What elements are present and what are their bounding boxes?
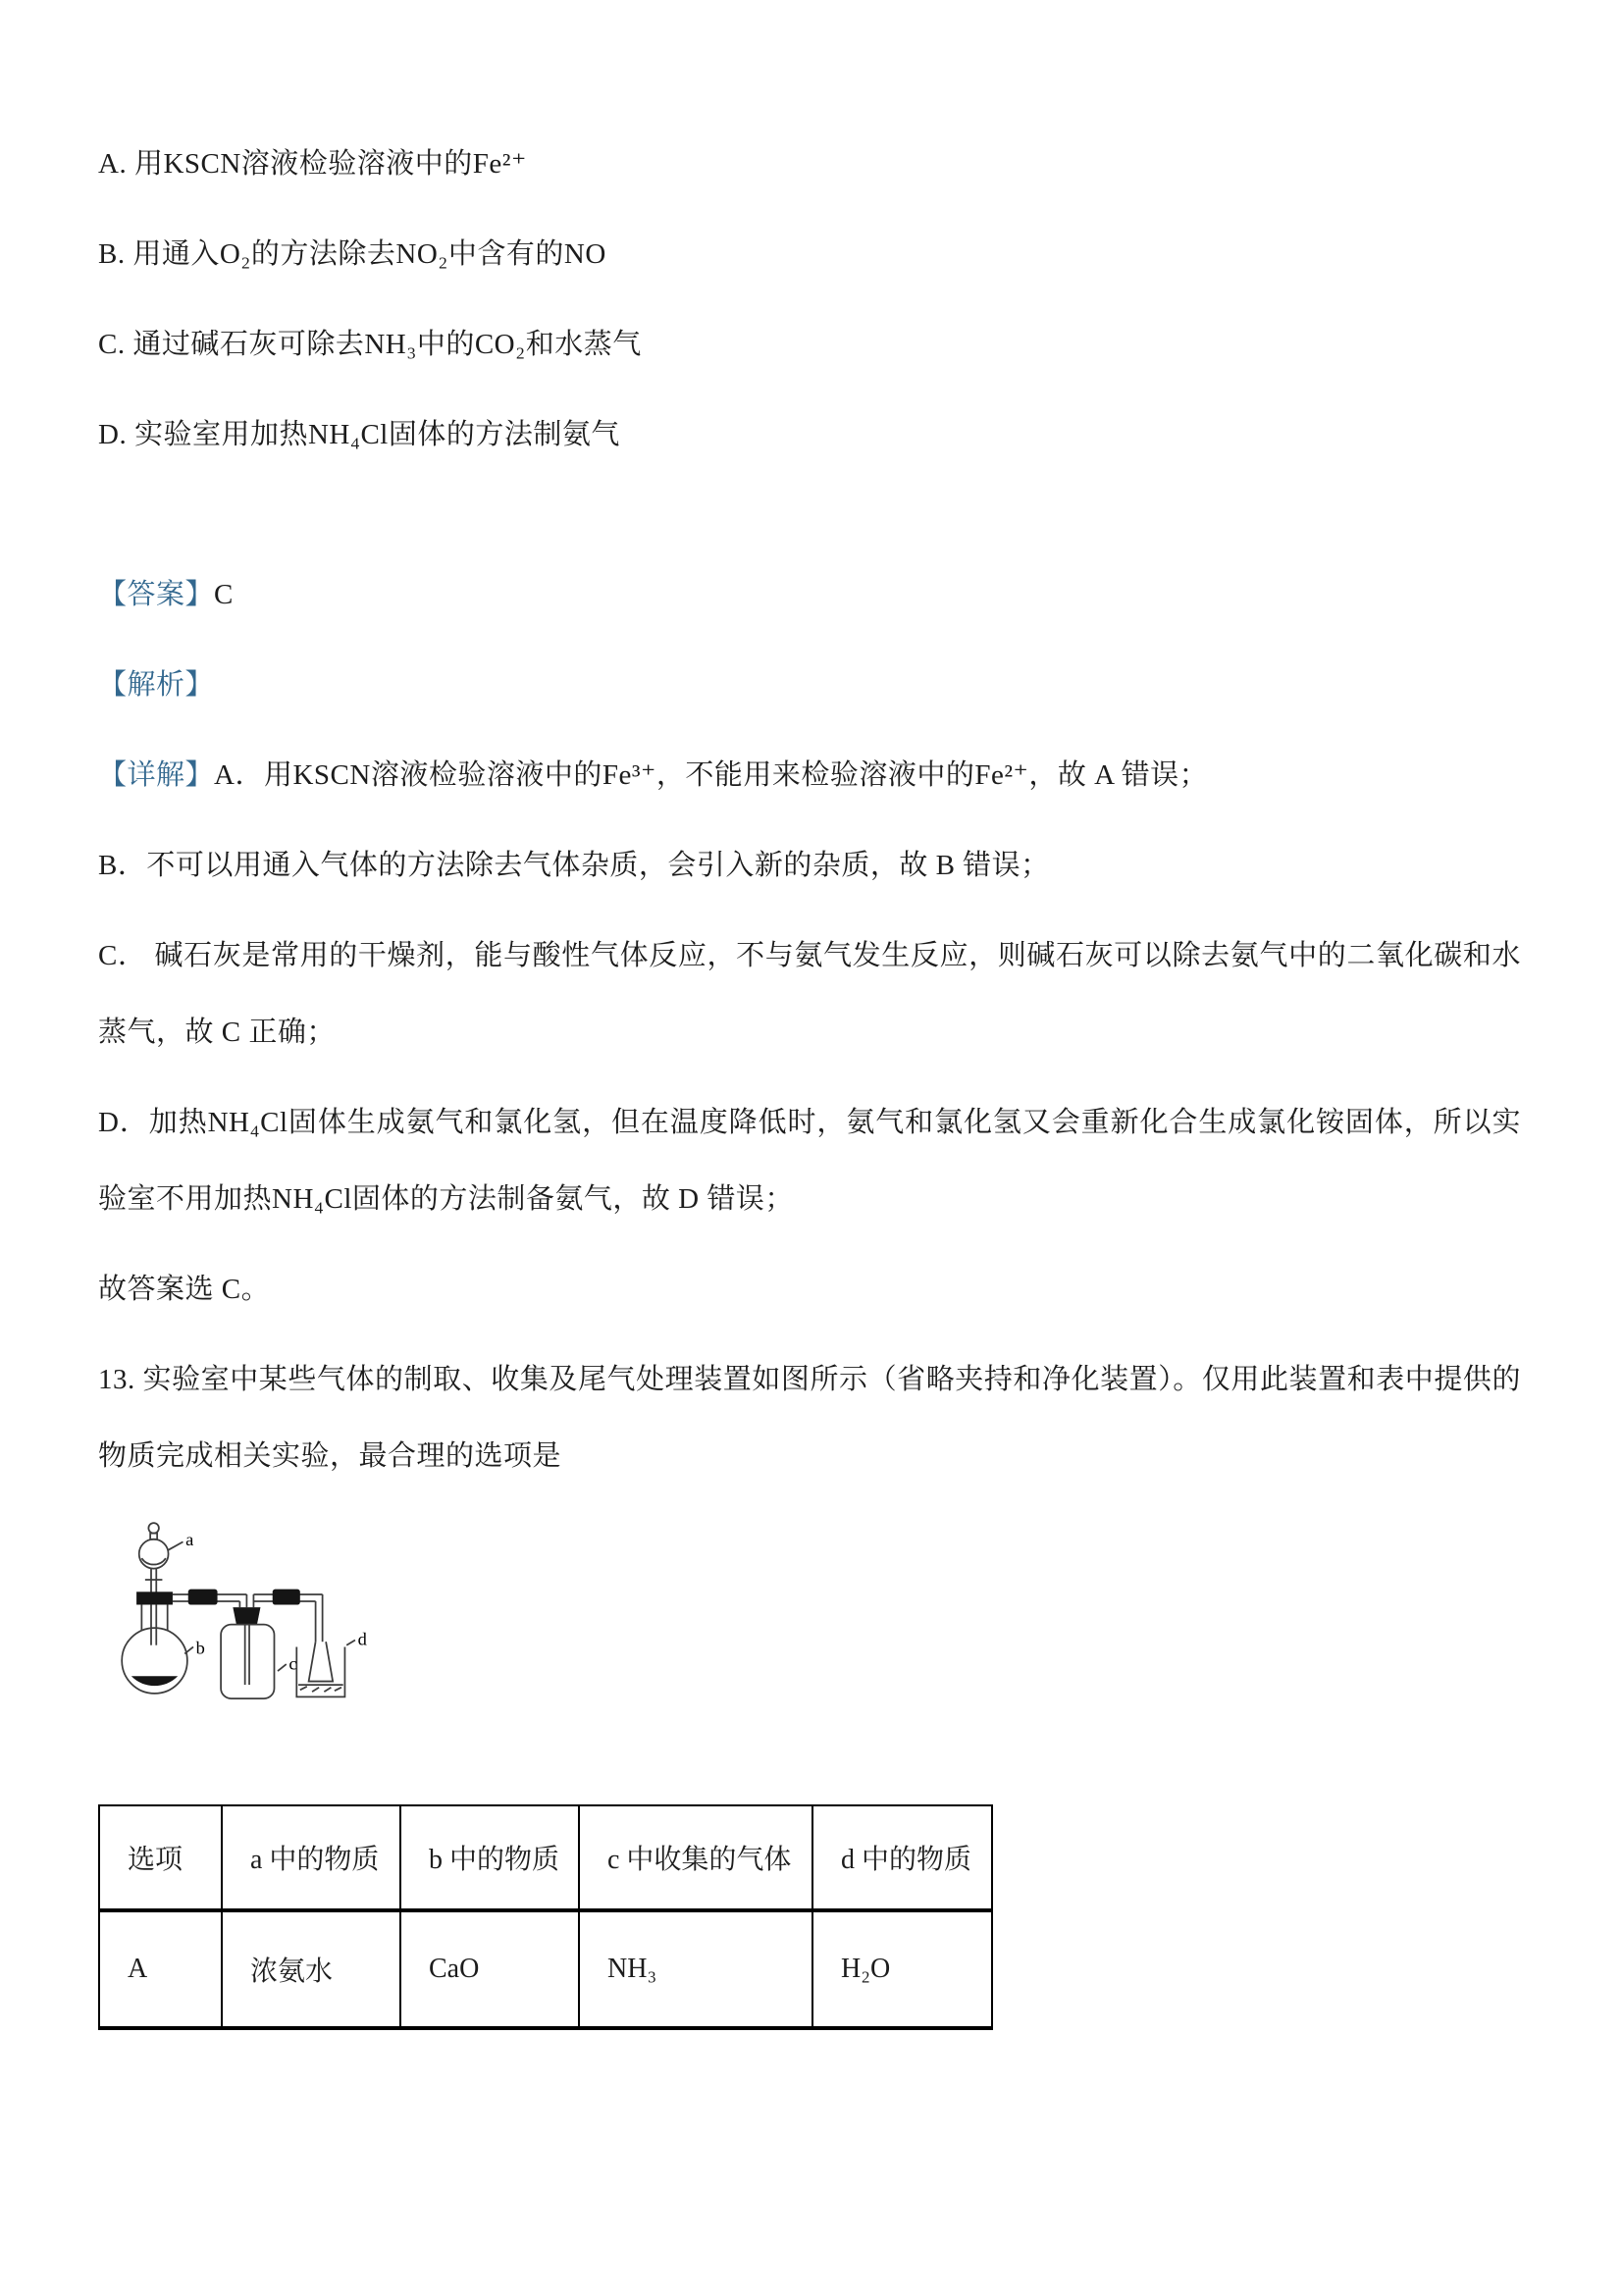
question-13-text: 13. 实验室中某些气体的制取、收集及尾气处理装置如图所示（省略夹持和净化装置）。仅用此装置和表中提供的物质完成相关实验，最合理的选项是 xyxy=(98,1364,1521,1472)
detail-b: B．不可以用通入气体的方法除去气体杂质，会引入新的杂质，故 B 错误； xyxy=(98,850,1050,881)
analysis-line xyxy=(98,647,1521,723)
option-c: C. 通过碱石灰可除去NH₃中的CO₂和水蒸气 xyxy=(98,329,642,360)
table-cell-c-gas: NH₃ xyxy=(579,1910,812,2028)
table-header-b-substance: b 中的物质 xyxy=(400,1805,579,1910)
table-cell-a-substance: 浓氨水 xyxy=(222,1910,400,2028)
diagram-label-a: a xyxy=(185,1529,194,1549)
answer-line xyxy=(98,556,1521,633)
beaker-funnel xyxy=(296,1640,355,1696)
dropping-funnel xyxy=(139,1523,183,1593)
detail-c: C． 碱石灰是常用的干燥剂，能与酸性气体反应，不与氨气发生反应，则碱石灰可以除去氨气中的二氧化碳和水蒸气，故 C 正确； xyxy=(98,940,1521,1048)
option-a: A. 用KSCN溶液检验溶液中的Fe²⁺ xyxy=(98,148,527,180)
table-cell-option: A xyxy=(99,1910,222,2028)
table-cell-b-substance: CaO xyxy=(400,1910,579,2028)
detail-d: D．加热NH₄Cl固体生成氨气和氯化氢，但在温度降低时，氨气和氯化氢又会重新化合生成氯化铵固体，所以实验室不用加热NH₄Cl固体的方法制备氨气，故 D 错误； xyxy=(98,1107,1521,1215)
flask xyxy=(122,1592,193,1694)
table-header-c-gas: c 中收集的气体 xyxy=(579,1805,812,1910)
option-d: D. 实验室用加热NH₄Cl固体的方法制氨气 xyxy=(98,419,620,450)
gas-experiment-table xyxy=(98,1804,993,2030)
table-header-d-substance: d 中的物质 xyxy=(812,1805,992,1910)
option-b: B. 用通入O₂的方法除去NO₂中含有的NO xyxy=(98,238,606,270)
table-cell-d-substance: H₂O xyxy=(812,1910,992,2028)
analysis-label: 【解析】 xyxy=(98,669,215,701)
diagram-label-b: b xyxy=(195,1638,205,1658)
table-header-a-substance: a 中的物质 xyxy=(222,1805,400,1910)
detail-label: 【详解】 xyxy=(98,759,215,791)
gas-bottle xyxy=(221,1607,287,1698)
answer-value: C xyxy=(214,579,234,610)
diagram-label-c: c xyxy=(288,1653,297,1674)
detail-a xyxy=(98,737,1521,813)
table-header-row xyxy=(99,1805,992,1910)
answer-label: 【答案】 xyxy=(98,579,215,610)
table-row xyxy=(99,1910,992,2028)
detail-a-text: A．用KSCN溶液检验溶液中的Fe³⁺，不能用来检验溶液中的Fe²⁺，故 A 错误； xyxy=(214,759,1209,791)
table-header-option: 选项 xyxy=(99,1805,222,1910)
conclusion-line: 故答案选 C。 xyxy=(98,1274,271,1305)
diagram-label-d: d xyxy=(357,1629,367,1649)
apparatus-diagram xyxy=(102,1516,396,1714)
